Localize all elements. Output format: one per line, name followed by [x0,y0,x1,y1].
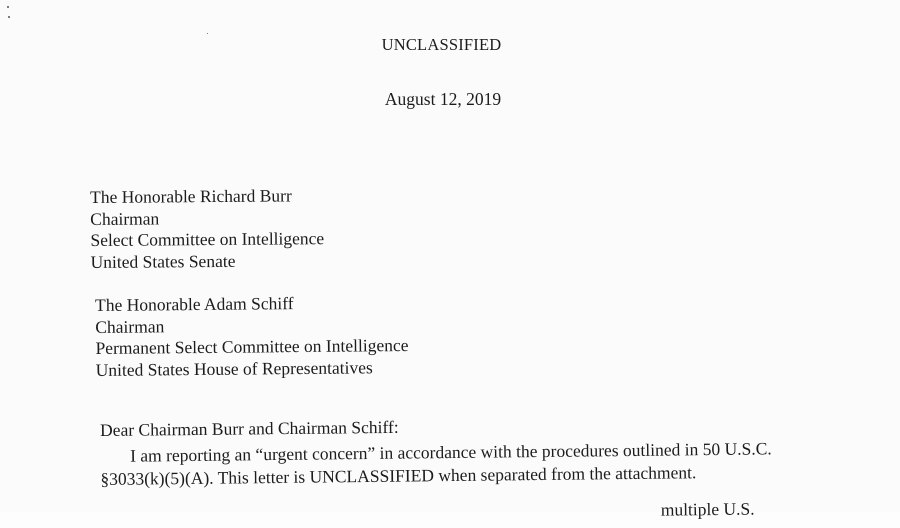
recipient-committee: Permanent Select Committee on Intelligence [95,334,409,358]
recipient-address-schiff [95,292,409,381]
body-line: I am reporting an “urgent concern” in accordance with the procedures outlined in 50 U.S.C. [130,438,772,466]
body-line: §3033(k)(5)(A). This letter is UNCLASSIFIED when separated from the attachment. [100,462,697,489]
scan-speck [7,6,9,8]
recipient-name: The Honorable Richard Burr [90,185,292,207]
recipient-name: The Honorable Adam Schiff [95,293,294,315]
recipient-committee: Select Committee on Intelligence [90,228,325,250]
recipient-address-burr [90,185,324,273]
recipient-title: Chairman [95,315,165,337]
body-paragraph [100,436,861,520]
cutoff-text: multiple U.S. [660,498,755,520]
salutation: Dear Chairman Burr and Chairman Schiff: [100,416,399,440]
letter-date: August 12, 2019 [384,89,502,109]
recipient-chamber: United States House of Representatives [95,356,373,380]
scan-speck [8,16,10,18]
recipient-title: Chairman [90,207,160,229]
recipient-chamber: United States Senate [90,250,236,272]
classification-marking: UNCLASSIFIED [381,35,502,54]
